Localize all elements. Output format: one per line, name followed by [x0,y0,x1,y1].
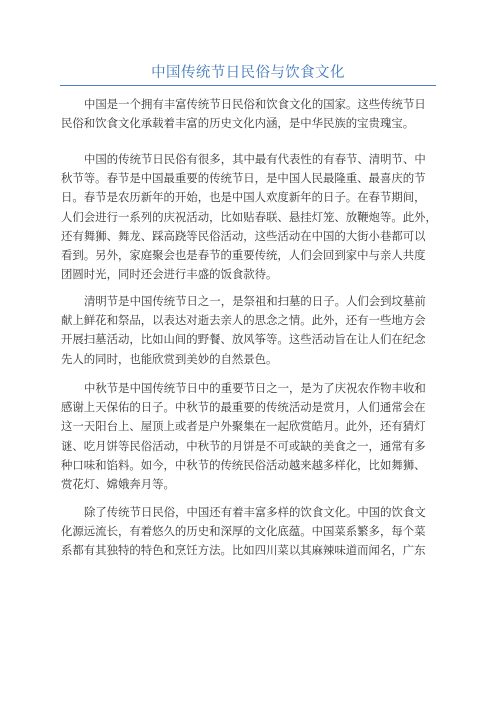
paragraph-line: 民俗和饮食文化承载着丰富的历史文化内涵，是中华民族的宝贵瑰宝。 [61,116,415,131]
paragraph-line: 先人的同时，也能欣赏到美妙的自然景色。 [61,351,278,366]
document-title: 中国传统节日民俗与饮食文化 [151,65,345,81]
paragraph-line: 团圆时光，同时还会进行丰盛的饭食款待。 [61,267,278,282]
paragraph-3 [61,292,436,369]
paragraph-line: 感谢上天保佑的日子。中秋节的最重要的传统活动是赏月，人们通常会在 [61,400,426,415]
paragraph-5 [61,503,436,561]
paragraph-line: 献上鲜花和祭品，以表达对逝去亲人的思念之情。此外，还有一些地方会 [61,313,426,328]
paragraph-line: 中国是一个拥有丰富传统节日民俗和饮食文化的国家。这些传统节日 [84,97,426,111]
title-divider [60,85,436,86]
paragraph-line: 中国的传统节日民俗有很多，其中最有代表性的有春节、清明节、中 [84,152,426,166]
paragraph-line: 赏花灯、嫦娥奔月等。 [61,477,175,492]
paragraph-4 [61,379,436,494]
paragraph-line: 秋节等。春节是中国最重要的传统节日，是中国人民最隆重、最喜庆的节 [61,171,426,186]
paragraph-line: 谜、吃月饼等民俗活动，中秋节的月饼是不可或缺的美食之一，通常有多 [61,438,426,453]
paragraph-1 [61,95,436,133]
paragraph-line: 清明节是中国传统节日之一，是祭祖和扫墓的日子。人们会到坟墓前 [84,294,426,308]
paragraph-line: 系都有其独特的特色和烹饪方法。比如四川菜以其麻辣味道而闻名，广东 [61,543,426,558]
paragraph-line: 除了传统节日民俗，中国还有着丰富多样的饮食文化。中国的饮食文 [84,505,426,519]
paragraph-line: 中秋节是中国传统节日中的重要节日之一，是为了庆祝农作物丰收和 [84,381,426,395]
paragraph-line: 种口味和馅料。如今，中秋节的传统民俗活动越来越多样化，比如舞狮、 [61,457,426,472]
paragraph-line: 化源远流长，有着悠久的历史和深厚的文化底蕴。中国菜系繁多，每个菜 [61,524,426,539]
paragraph-line: 日。春节是农历新年的开始，也是中国人欢度新年的日子。在春节期间， [61,190,426,205]
paragraph-line: 人们会进行一系列的庆祝活动，比如贴春联、悬挂灯笼、放鞭炮等。此外， [61,209,437,224]
paragraph-line: 看到。另外，家庭聚会也是春节的重要传统，人们会回到家中与亲人共度 [61,248,426,263]
paragraph-line: 开展扫墓活动，比如山间的野餐、放风筝等。这些活动旨在让人们在纪念 [61,332,426,347]
paragraph-line: 还有舞狮、舞龙、踩高跷等民俗活动，这些活动在中国的大街小巷都可以 [61,228,426,243]
paragraph-line: 这一天阳台上、屋顶上或者是户外聚集在一起欣赏皓月。此外，还有猜灯 [61,419,426,434]
paragraph-2 [61,150,436,284]
